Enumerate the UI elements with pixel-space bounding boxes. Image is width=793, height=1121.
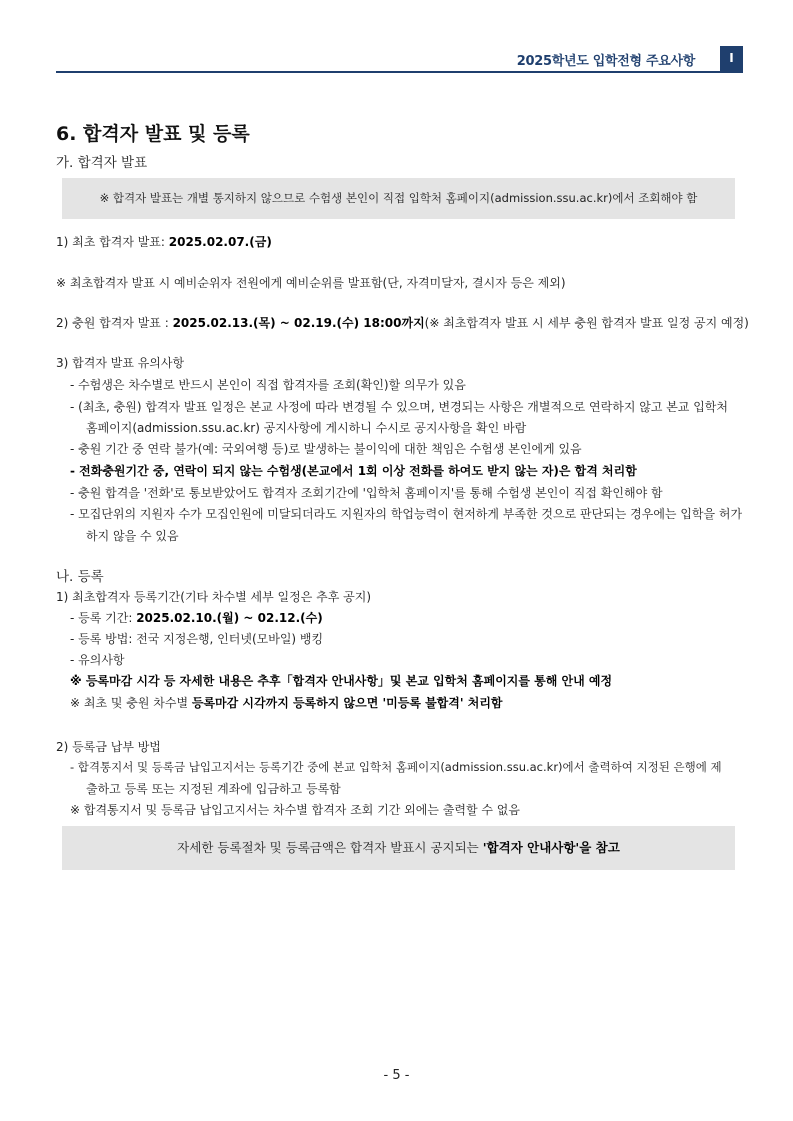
item3-line-1: - 수험생은 차수별로 반드시 본인이 직접 합격자를 조회(확인)할 의무가 있음 — [70, 378, 466, 392]
header-divider — [56, 71, 743, 73]
subsection-a-title: 가. 합격자 발표 — [56, 155, 148, 171]
page-number: - 5 - — [383, 1068, 410, 1083]
bottom-notice-prefix: 자세한 등록절차 및 등록금액은 합격자 발표시 공지되는 — [177, 840, 483, 855]
item1 — [56, 233, 272, 250]
chapter-badge: I — [720, 46, 743, 71]
b2-title: 2) 등록금 납부 방법 — [56, 740, 161, 754]
b1-period — [70, 609, 323, 626]
b1-period-value: 2025.02.10.(월) ~ 02.12.(수) — [136, 611, 323, 625]
item3-line-5: - 충원 합격을 '전화'로 통보받았어도 합격자 조회기간에 '입학처 홈페이지'를 통해 수험생 본인이 직접 확인해야 함 — [70, 486, 663, 500]
b2-line-1: - 합격통지서 및 등록금 납입고지서는 등록기간 중에 본교 입학처 홈페이지(admission.ssu.ac.kr)에서 출력하여 지정된 은행에 제 — [70, 760, 722, 774]
b1-note2-prefix: ※ 최초 및 충원 차수별 — [70, 696, 192, 710]
item2 — [56, 314, 749, 331]
b2-note: ※ 합격통지서 및 등록금 납입고지서는 차수별 합격자 조회 기간 외에는 출력할 수 없음 — [70, 803, 520, 817]
item2-label: 2) 충원 합격자 발표 : — [56, 316, 173, 330]
item3-line-2-cont: 홈페이지(admission.ssu.ac.kr) 공지사항에 게시하니 수시로 공지사항을 확인 바람 — [86, 421, 527, 435]
b1-note2 — [70, 694, 503, 711]
b1-method: - 등록 방법: 전국 지정은행, 인터넷(모바일) 뱅킹 — [70, 632, 324, 646]
item2-note: (※ 최초합격자 발표 시 세부 충원 합격자 발표 일정 공지 예정) — [424, 316, 749, 330]
item1-label: 1) 최초 합격자 발표: — [56, 235, 169, 249]
note1: ※ 최초합격자 발표 시 예비순위자 전원에게 예비순위를 발표함(단, 자격미달자, 결시자 등은 제외) — [56, 276, 566, 290]
header-title: 2025학년도 입학전형 주요사항 — [516, 54, 695, 69]
b1-title: 1) 최초합격자 등록기간(기타 차수별 세부 일정은 추후 공지) — [56, 590, 371, 604]
notice-box — [62, 178, 735, 219]
bottom-notice-box — [62, 826, 735, 870]
notice-text: ※ 합격자 발표는 개별 통지하지 않으므로 수험생 본인이 직접 입학처 홈페이지(admission.ssu.ac.kr)에서 조회해야 함 — [99, 191, 698, 205]
subsection-b-title: 나. 등록 — [56, 569, 104, 585]
item3-line-3: - 충원 기간 중 연락 불가(예: 국외여행 등)로 발생하는 불이익에 대한 책임은 수험생 본인에게 있음 — [70, 442, 582, 456]
item3-line-4: - 전화충원기간 중, 연락이 되지 않는 수험생(본교에서 1회 이상 전화를 하여도 받지 않는 자)은 합격 처리함 — [70, 464, 637, 478]
b1-note2-bold: 등록마감 시각까지 등록하지 않으면 '미등록 불합격' 처리함 — [191, 696, 503, 710]
item2-date: 2025.02.13.(목) ~ 02.19.(수) 18:00까지 — [172, 316, 425, 330]
b1-period-label: - 등록 기간: — [70, 611, 137, 625]
item1-date: 2025.02.07.(금) — [168, 235, 272, 249]
section-title: 6. 합격자 발표 및 등록 — [56, 123, 250, 145]
bottom-notice-bold: '합격자 안내사항'을 참고 — [482, 840, 620, 855]
item3-line-6-cont: 하지 않을 수 있음 — [86, 529, 179, 543]
item3-line-6: - 모집단위의 지원자 수가 모집인원에 미달되더라도 지원자의 학업능력이 현저하게 부족한 것으로 판단되는 경우에는 입학을 허가 — [70, 507, 743, 521]
item3-title: 3) 합격자 발표 유의사항 — [56, 356, 185, 370]
item3-line-2: - (최초, 충원) 합격자 발표 일정은 본교 사정에 따라 변경될 수 있으며, 변경되는 사항은 개별적으로 연락하지 않고 본교 입학처 — [70, 400, 728, 414]
b1-caution: - 유의사항 — [70, 653, 125, 667]
b1-note1: ※ 등록마감 시각 등 자세한 내용은 추후「합격자 안내사항」및 본교 입학처 홈페이지를 통해 안내 예정 — [70, 674, 613, 688]
b2-line-2: 출하고 등록 또는 지정된 계좌에 입금하고 등록함 — [86, 782, 341, 796]
